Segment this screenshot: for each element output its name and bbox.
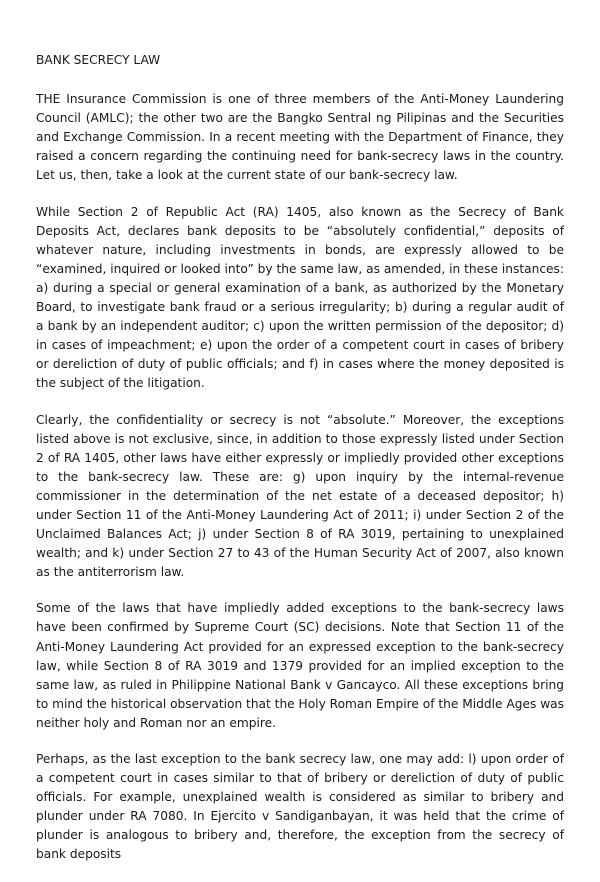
document-page — [36, 51, 564, 882]
paragraph-3: Clearly, the confidentiality or secrecy is not “absolute.” Moreover, the exceptions listed above is not exclusive, since, in addition to those expressly listed under Section 2 of RA 1405, other laws have either expressly or impliedly provided other exceptions to the bank-secrecy law. These are: g) upon inquiry by the internal-revenue commissioner in the determination of the net estate of a deceased depositor; h) under Section 11 of the Anti-Money Laundering Act of 2011; i) under Section 2 of the Unclaimed Balances Act; j) under Section 8 of RA 3019, pertaining to unexplained wealth; and k) under Section 27 to 43 of the Human Security Act of 2007, also known as the antiterrorism law. — [36, 412, 564, 580]
document-title: BANK SECRECY LAW — [36, 53, 161, 67]
paragraph-5: Perhaps, as the last exception to the bank secrecy law, one may add: l) upon order of a competent court in cases similar to that of bribery or dereliction of duty of public officials. For example, unexplained wealth is considered as similar to bribery and plunder under RA 7080. In Ejercito v Sandiganbayan, it was held that the crime of plunder is analogous to bribery and, therefore, the exception from the secrecy of bank deposits — [36, 752, 564, 862]
paragraph-4: Some of the laws that have impliedly added exceptions to the bank-secrecy laws have been confirmed by Supreme Court (SC) decisions. Note that Section 11 of the Anti-Money Laundering Act provided for an expressed exception to the bank-secrecy law, while Section 8 of RA 3019 and 1379 provided for an implied exception to the same law, as ruled in Philippine National Bank v Gancayco. All these exceptions bring to mind the historical observation that the Holy Roman Empire of the Middle Ages was neither holy and Roman nor an empire. — [36, 601, 564, 730]
paragraph-1: THE Insurance Commission is one of three members of the Anti-Money Laundering Council (AMLC); the other two are the Bangko Sentral ng Pilipinas and the Securities and Exchange Commission. In a recent meeting with the Department of Finance, they raised a concern regarding the continuing need for bank-secrecy laws in the country. Let us, then, take a look at the current state of our bank-secrecy law. — [36, 92, 564, 183]
paragraph-2: While Section 2 of Republic Act (RA) 1405, also known as the Secrecy of Bank Deposits Act, declares bank deposits to be “absolutely confidential,” deposits of whatever nature, including investments in bonds, are expressly allowed to be “examined, inquired or looked into” by the same law, as amended, in these instances: a) during a special or general examination of a bank, as authorized by the Monetary Board, to investigate bank fraud or a serious irregularity; b) during a regular audit of a bank by an independent auditor; c) upon the written permission of the depositor; d) in cases of impeachment; e) upon the order of a competent court in cases of bribery or dereliction of duty of public officials; and f) in cases where the money deposited is the subject of the litigation. — [36, 204, 564, 391]
